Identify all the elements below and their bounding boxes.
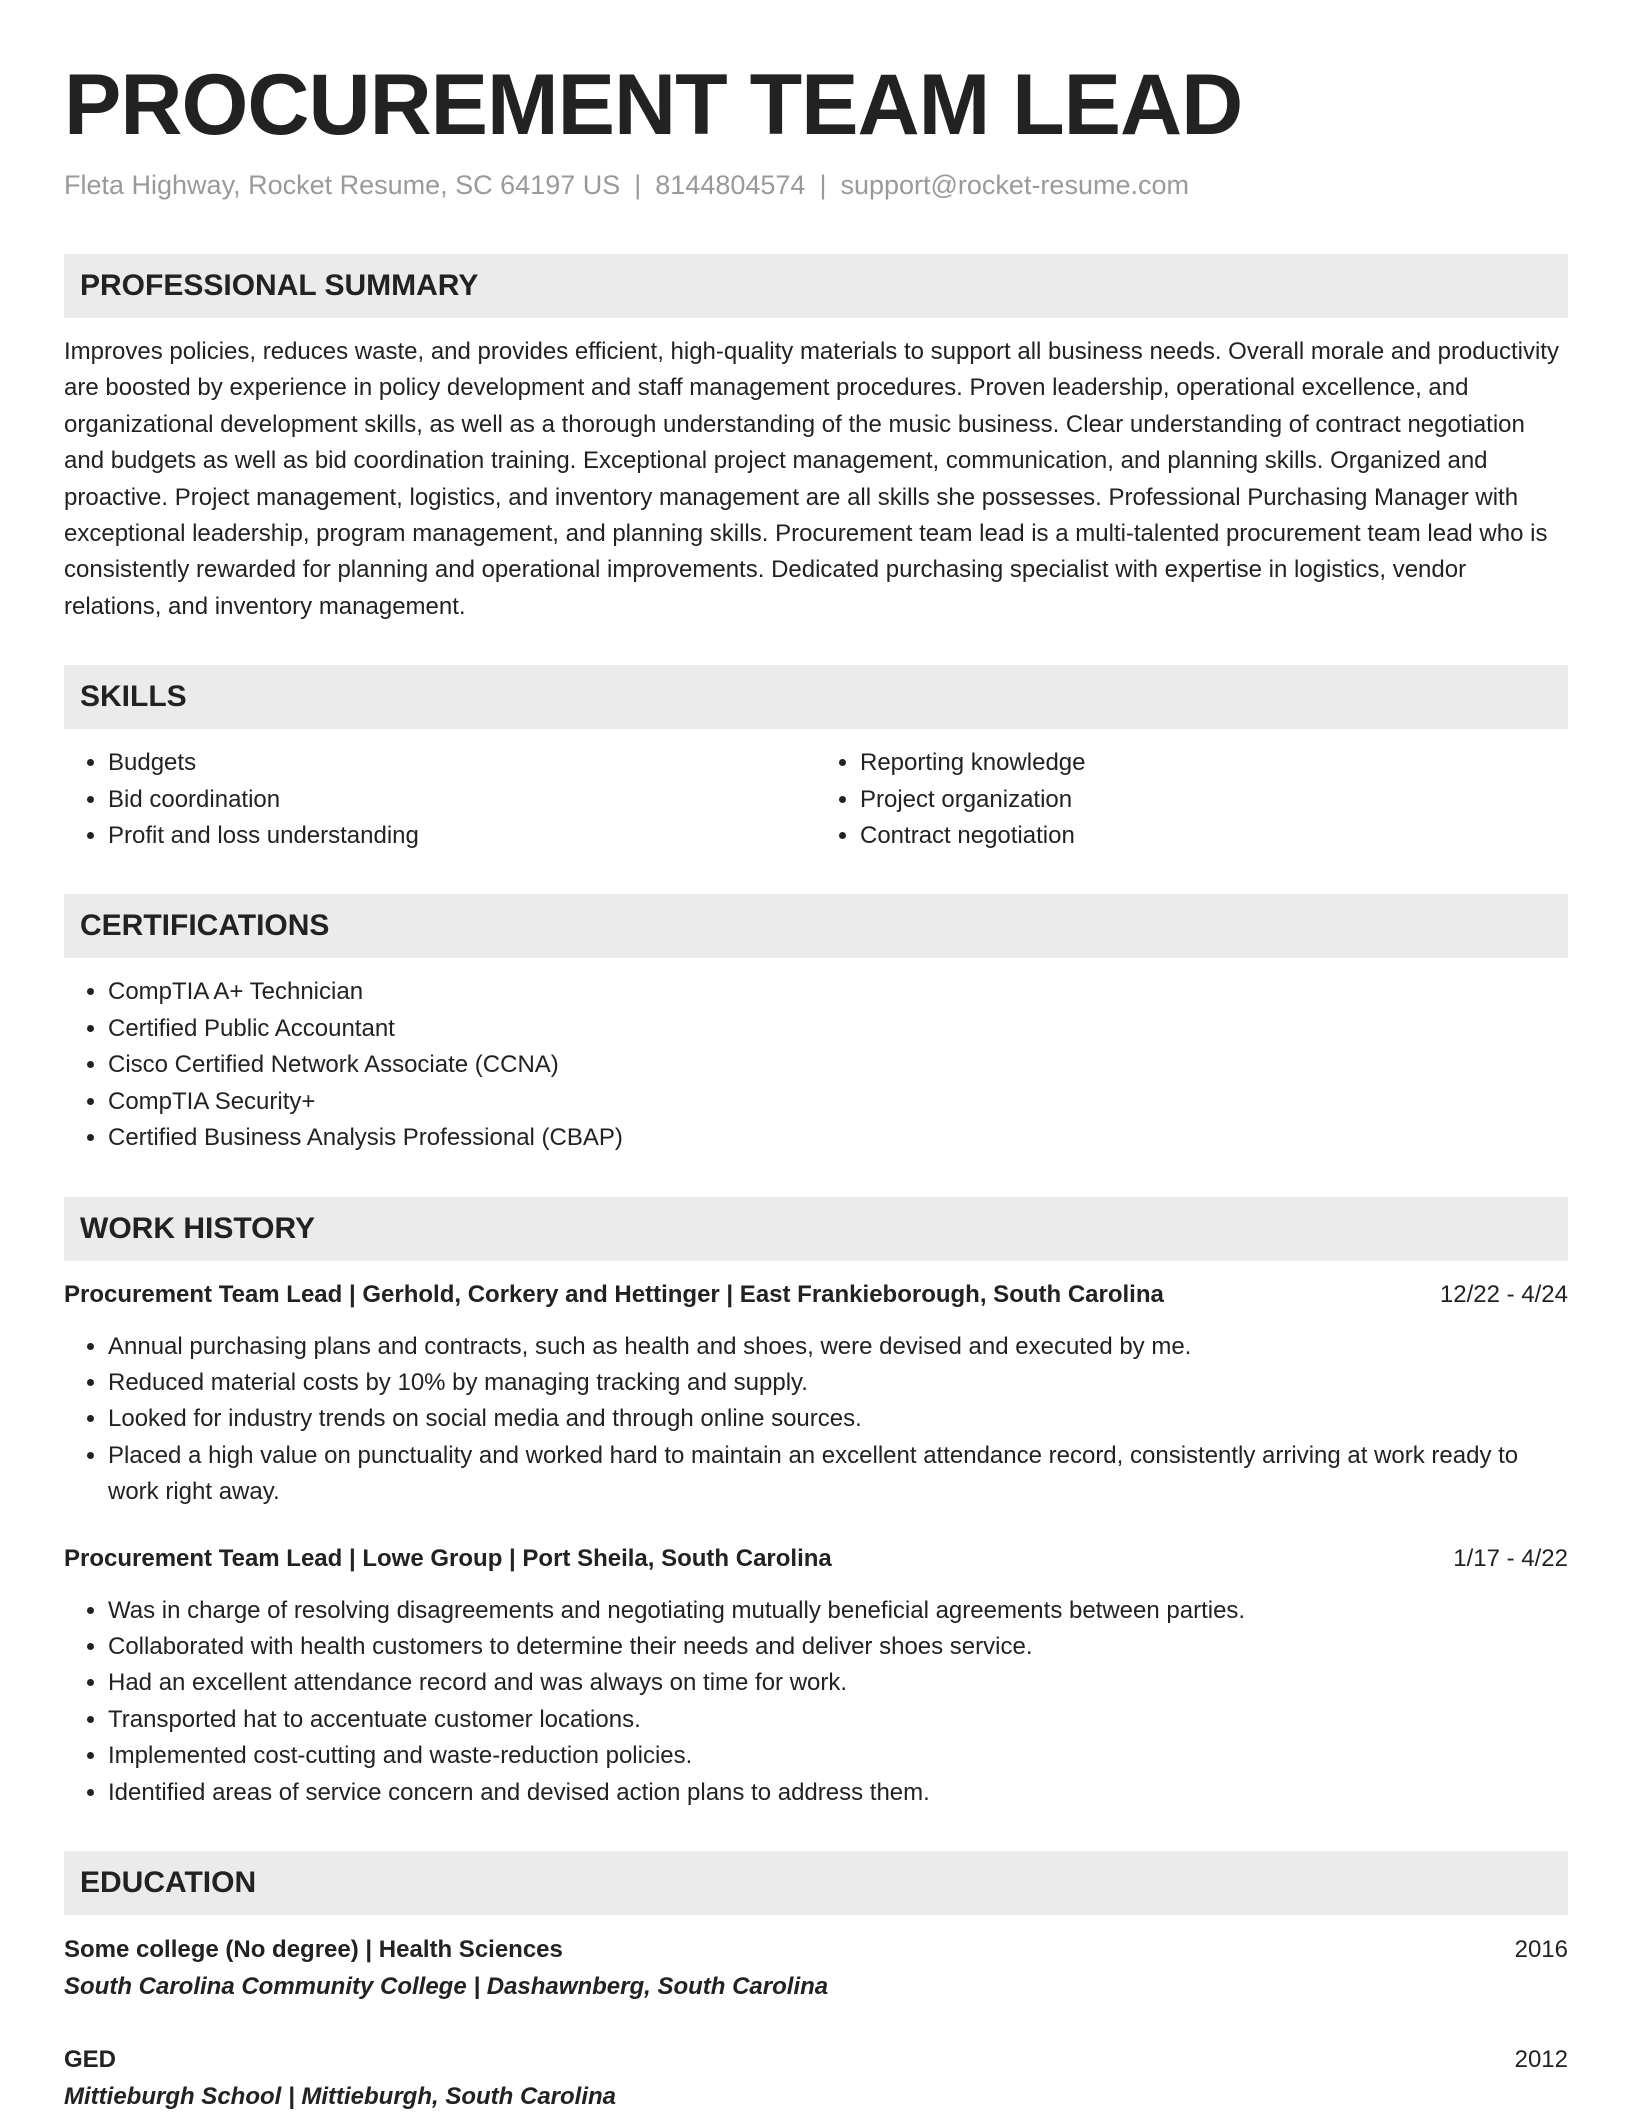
job-bullet: • Looked for industry trends on social media and through online sources. xyxy=(108,1401,1568,1437)
skill-item: • Reporting knowledge xyxy=(860,745,1568,781)
job-bullet: • Was in charge of resolving disagreements and negotiating mutually beneficial agreements between parties. xyxy=(108,1593,1568,1629)
contact-phone: 8144804574 xyxy=(655,170,806,200)
job-entry xyxy=(64,1541,1568,1811)
education-degree: Some college (No degree) | Health Sciences xyxy=(64,1935,563,1963)
education-entry xyxy=(64,2041,1568,2115)
education-school: Mittieburgh School | Mittieburgh, South Carolina xyxy=(64,2082,617,2110)
skill-item: • Bid coordination xyxy=(108,782,816,818)
contact-address: Fleta Highway, Rocket Resume, SC 64197 US xyxy=(64,170,621,200)
job-header xyxy=(64,1277,1568,1313)
skill-item: • Profit and loss understanding xyxy=(108,818,816,854)
education-header xyxy=(64,1931,1568,1968)
contact-separator: | xyxy=(819,170,827,200)
certification-item: • Certified Public Accountant xyxy=(108,1011,1568,1047)
job-title: Procurement Team Lead | Lowe Group | Port Sheila, South Carolina xyxy=(64,1544,832,1572)
skills-column-left xyxy=(64,745,816,854)
job-bullets xyxy=(64,1593,1568,1811)
education-year: 2016 xyxy=(1514,1935,1568,1963)
contact-line xyxy=(64,166,1568,204)
certification-item: • CompTIA Security+ xyxy=(108,1084,1568,1120)
certification-item: • CompTIA A+ Technician xyxy=(108,974,1568,1010)
section-heading-skills: SKILLS xyxy=(64,665,1568,729)
education-header xyxy=(64,2041,1568,2078)
job-bullet: • Collaborated with health customers to determine their needs and deliver shoes service. xyxy=(108,1629,1568,1665)
job-bullets xyxy=(64,1329,1568,1511)
skills-list xyxy=(64,745,1568,854)
section-heading-certifications: CERTIFICATIONS xyxy=(64,894,1568,958)
job-bullet: • Reduced material costs by 10% by managing tracking and supply. xyxy=(108,1365,1568,1401)
education-year: 2012 xyxy=(1514,2045,1568,2073)
contact-separator: | xyxy=(634,170,642,200)
resume-page xyxy=(64,50,1568,2115)
section-heading-education: EDUCATION xyxy=(64,1851,1568,1915)
resume-title: PROCUREMENT TEAM LEAD xyxy=(64,57,1243,153)
job-bullet: • Had an excellent attendance record and was always on time for work. xyxy=(108,1665,1568,1701)
skill-item: • Contract negotiation xyxy=(860,818,1568,854)
education-school: South Carolina Community College | Dashawnberg, South Carolina xyxy=(64,1972,829,2000)
job-bullet: • Implemented cost-cutting and waste-reduction policies. xyxy=(108,1738,1568,1774)
job-bullet: • Placed a high value on punctuality and worked hard to maintain an excellent attendance record, consistently arriving at work ready to work right away. xyxy=(108,1438,1568,1511)
job-bullet: • Identified areas of service concern and devised action plans to address them. xyxy=(108,1775,1568,1811)
certification-item: • Certified Business Analysis Professional (CBAP) xyxy=(108,1120,1568,1156)
job-entry xyxy=(64,1277,1568,1511)
job-bullet: • Annual purchasing plans and contracts, such as health and shoes, were devised and executed by me. xyxy=(108,1329,1568,1365)
education-degree: GED xyxy=(64,2045,117,2073)
job-dates: 1/17 - 4/22 xyxy=(1453,1544,1568,1572)
section-heading-summary: PROFESSIONAL SUMMARY xyxy=(64,254,1568,318)
education-entry xyxy=(64,1931,1568,2005)
skill-item: • Project organization xyxy=(860,782,1568,818)
certifications-list xyxy=(64,974,1568,1156)
job-title: Procurement Team Lead | Gerhold, Corkery and Hettinger | East Frankieborough, South Carolina xyxy=(64,1280,1164,1308)
job-bullet: • Transported hat to accentuate customer locations. xyxy=(108,1702,1568,1738)
job-dates: 12/22 - 4/24 xyxy=(1439,1280,1568,1308)
job-header xyxy=(64,1541,1568,1577)
section-heading-work-history: WORK HISTORY xyxy=(64,1197,1568,1261)
skill-item: • Budgets xyxy=(108,745,816,781)
skills-column-right xyxy=(816,745,1568,854)
certification-item: • Cisco Certified Network Associate (CCNA) xyxy=(108,1047,1568,1083)
contact-email: support@rocket-resume.com xyxy=(840,170,1189,200)
summary-text: Improves policies, reduces waste, and provides efficient, high-quality materials to support all business needs. Overall morale and productivity are boosted by experience in policy development and staff management procedures. Proven leadership, operational excellence, and organizational development skills, as well as a thorough understanding of the music business. Clear understanding of contract negotiation and budgets as well as bid coordination training. Exceptional project management, communication, and planning skills. Organized and proactive. Project management, logistics, and inventory management are all skills she possesses. Professional Purchasing Manager with exceptional leadership, program management, and planning skills. Procurement team lead is a multi-talented procurement team lead who is consistently rewarded for planning and operational improvements. Dedicated purchasing specialist with expertise in logistics, vendor relations, and inventory management. xyxy=(64,338,1559,620)
